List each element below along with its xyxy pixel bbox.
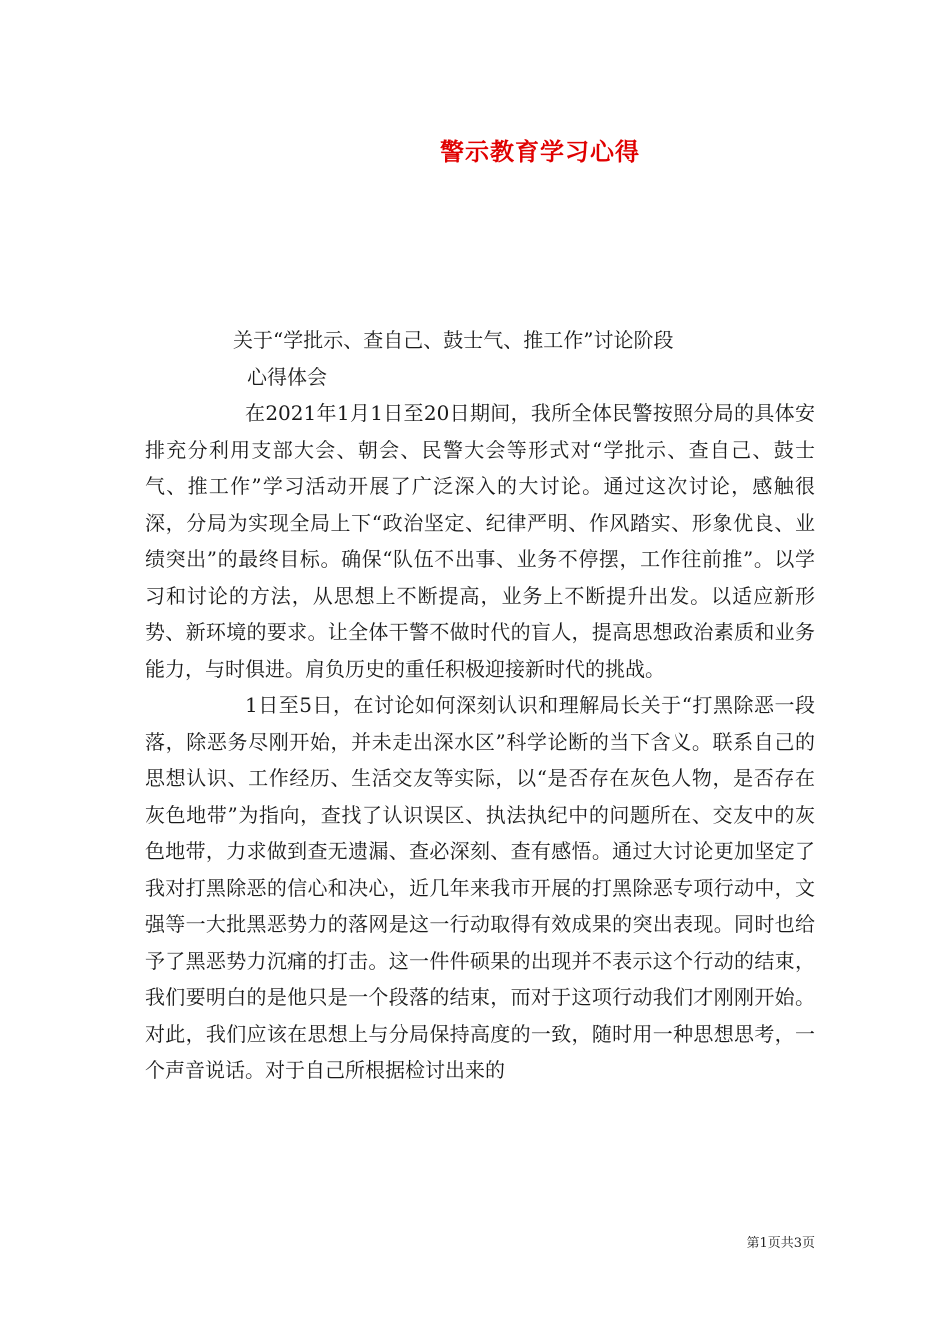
document-body	[145, 322, 815, 1089]
document-title: 警示教育学习心得	[440, 138, 640, 166]
page-number-footer: 第1页共3页	[746, 1236, 815, 1251]
subtitle-line-2: 心得体会	[247, 364, 327, 389]
paragraph-1: 在2021年1月1日至20日期间，我所全体民警按照分局的具体安排充分利用支部大会、朝会、民警大会等形式对“学批示、查自己、鼓士气、推工作”学习活动开展了广泛深入的大讨论。通过这次讨论，感触很深，分局为实现全局上下“政治坚定、纪律严明、作风踏实、形象优良、业绩突出”的最终目标。确保“队伍不出事、业务不停摆，工作往前推”。以学习和讨论的方法，从思想上不断提高，业务上不断提升出发。以适应新形势、新环境的要求。让全体干警不做时代的盲人，提高思想政治素质和业务能力，与时俱进。肩负历史的重任积极迎接新时代的挑战。	[145, 401, 815, 681]
subtitle-line-1: 关于“学批示、查自己、鼓士气、推工作”讨论阶段	[233, 328, 674, 352]
paragraph-2: 1日至5日，在讨论如何深刻认识和理解局长关于“打黑除恶一段落，除恶务尽刚开始，并未走出深水区”科学论断的当下含义。联系自己的思想认识、工作经历、生活交友等实际，以“是否存在灰色人物，是否存在灰色地带”为指向，查找了认识误区、执法执纪中的问题所在、交友中的灰色地带，力求做到查无遗漏、查必深刻、查有感悟。通过大讨论更加坚定了我对打黑除恶的信心和决心，近几年来我市开展的打黑除恶专项行动中，文强等一大批黑恶势力的落网是这一行动取得有效成果的突出表现。同时也给予了黑恶势力沉痛的打击。这一件件硕果的出现并不表示这个行动的结束，我们要明白的是他只是一个段落的结束，而对于这项行动我们才刚刚开始。对此，我们应该在思想上与分局保持高度的一致，随时用一种思想思考，一个声音说话。对于自己所根据检讨出来的	[145, 693, 815, 1082]
